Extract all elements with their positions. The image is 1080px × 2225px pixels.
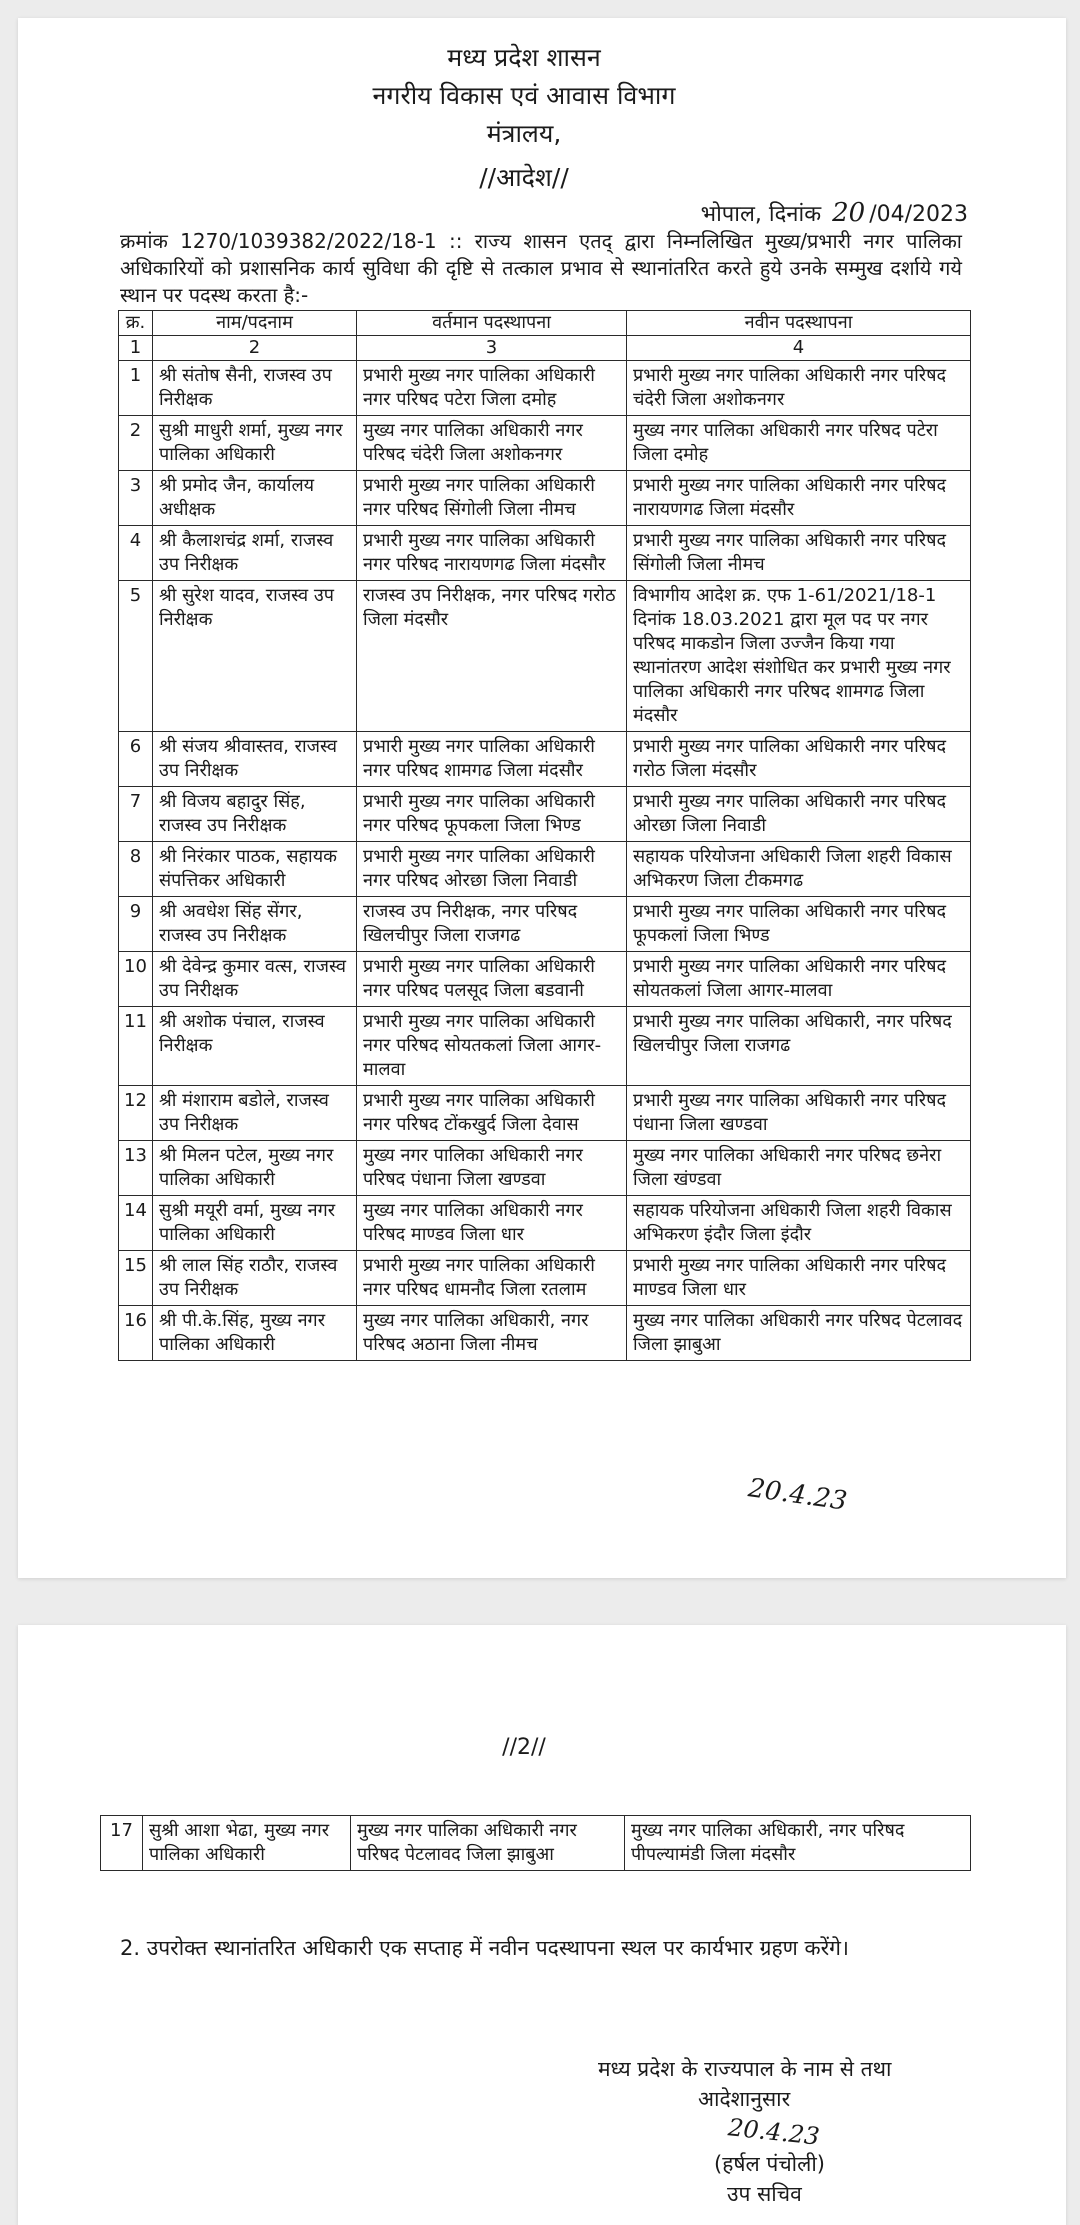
table-row (119, 361, 971, 416)
row-current-posting: प्रभारी मुख्य नगर पालिका अधिकारी नगर परिषद पलसूद जिला बडवानी (357, 952, 627, 1007)
row-current-posting: प्रभारी मुख्य नगर पालिका अधिकारी नगर परिषद टोंकखुर्द जिला देवास (357, 1086, 627, 1141)
col-header-name: नाम/पदनाम (153, 311, 357, 336)
col-number: 4 (627, 336, 971, 361)
date-rest: /04/2023 (869, 202, 968, 227)
table-row (119, 952, 971, 1007)
order-intro: क्रमांक 1270/1039382/2022/18-1 :: राज्य शासन एतद् द्वारा निम्नलिखित मुख्य/प्रभारी नगर पालिका अधिकारियों को प्रशासनिक कार्य सुविधा की दृष्टि से तत्काल प्रभाव से स्थानांतरित करते हुये उनके सम्मुख दर्शाये गये स्थान पर पदस्थ करता है:- (120, 229, 962, 307)
row-officer: श्री अवधेश सिंह सेंगर, राजस्व उप निरीक्षक (153, 897, 357, 952)
row-officer: श्री संतोष सैनी, राजस्व उप निरीक्षक (153, 361, 357, 416)
row-officer: श्री मंशाराम बडोले, राजस्व उप निरीक्षक (153, 1086, 357, 1141)
row-current-posting: मुख्य नगर पालिका अधिकारी नगर परिषद चंदेरी जिला अशोकनगर (357, 416, 627, 471)
closing-order-word: आदेशानुसार (698, 2087, 791, 2111)
date-day: 20 (832, 198, 866, 228)
row-sn: 5 (119, 581, 153, 732)
date-prefix: भोपाल, दिनांक (700, 202, 822, 227)
row-new-posting: प्रभारी मुख्य नगर पालिका अधिकारी नगर परिषद चंदेरी जिला अशोकनगर (627, 361, 971, 416)
row-sn: 12 (119, 1086, 153, 1141)
row-sn: 2 (119, 416, 153, 471)
row-officer: श्री लाल सिंह राठौर, राजस्व उप निरीक्षक (153, 1251, 357, 1306)
row-new-posting: प्रभारी मुख्य नगर पालिका अधिकारी नगर परिषद सिंगोली जिला नीमच (627, 526, 971, 581)
table-header-row (119, 311, 971, 336)
row-sn: 17 (101, 1816, 143, 1871)
row-officer: श्री विजय बहादुर सिंह, राजस्व उप निरीक्षक (153, 787, 357, 842)
table-row (119, 1086, 971, 1141)
department-name: नगरीय विकास एवं आवास विभाग (372, 81, 676, 110)
table-row (119, 581, 971, 732)
row-new-posting: प्रभारी मुख्य नगर पालिका अधिकारी, नगर परिषद खिलचीपुर जिला राजगढ (627, 1007, 971, 1086)
transfer-table-continued (100, 1815, 971, 1871)
row-current-posting: प्रभारी मुख्य नगर पालिका अधिकारी नगर परिषद नारायणगढ जिला मंदसौर (357, 526, 627, 581)
table-row (119, 732, 971, 787)
col-number: 2 (153, 336, 357, 361)
row-new-posting: प्रभारी मुख्य नगर पालिका अधिकारी नगर परिषद पंधाना जिला खण्डवा (627, 1086, 971, 1141)
col-number: 3 (357, 336, 627, 361)
row-current-posting: प्रभारी मुख्य नगर पालिका अधिकारी नगर परिषद धामनौद जिला रतलाम (357, 1251, 627, 1306)
row-new-posting: मुख्य नगर पालिका अधिकारी नगर परिषद छनेरा जिला खंण्डवा (627, 1141, 971, 1196)
closing-line: मध्य प्रदेश के राज्यपाल के नाम से तथा (598, 2057, 892, 2081)
table-row (101, 1816, 971, 1871)
row-officer: सुश्री मयूरी वर्मा, मुख्य नगर पालिका अधिकारी (153, 1196, 357, 1251)
row-officer: श्री सुरेश यादव, राजस्व उप निरीक्षक (153, 581, 357, 732)
table-row (119, 1007, 971, 1086)
order-title: //आदेश// (479, 163, 569, 192)
row-officer: श्री कैलाशचंद्र शर्मा, राजस्व उप निरीक्षक (153, 526, 357, 581)
row-sn: 14 (119, 1196, 153, 1251)
row-sn: 9 (119, 897, 153, 952)
row-new-posting: प्रभारी मुख्य नगर पालिका अधिकारी नगर परिषद नारायणगढ जिला मंदसौर (627, 471, 971, 526)
row-new-posting: सहायक परियोजना अधिकारी जिला शहरी विकास अभिकरण जिला टीकमगढ (627, 842, 971, 897)
dateline (701, 198, 968, 228)
table-row (119, 471, 971, 526)
table-row (119, 842, 971, 897)
row-sn: 8 (119, 842, 153, 897)
row-sn: 13 (119, 1141, 153, 1196)
row-current-posting: प्रभारी मुख्य नगर पालिका अधिकारी नगर परिषद शामगढ जिला मंदसौर (357, 732, 627, 787)
row-sn: 7 (119, 787, 153, 842)
row-new-posting: विभागीय आदेश क्र. एफ 1-61/2021/18-1 दिनांक 18.03.2021 द्वारा मूल पद पर नगर परिषद माकडोन जिला उज्जैन किया गया स्थानांतरण आदेश संशोधित कर प्रभारी मुख्य नगर पालिका अधिकारी नगर परिषद शामगढ जिला मंदसौर (627, 581, 971, 732)
table-row (119, 1141, 971, 1196)
row-officer: श्री अशोक पंचाल, राजस्व निरीक्षक (153, 1007, 357, 1086)
row-new-posting: प्रभारी मुख्य नगर पालिका अधिकारी नगर परिषद सोयतकलां जिला आगर-मालवा (627, 952, 971, 1007)
row-current-posting: प्रभारी मुख्य नगर पालिका अधिकारी नगर परिषद ओरछा जिला निवाडी (357, 842, 627, 897)
row-sn: 3 (119, 471, 153, 526)
row-sn: 16 (119, 1306, 153, 1361)
row-officer: श्री निरंकार पाठक, सहायक संपत्तिकर अधिकारी (153, 842, 357, 897)
row-sn: 15 (119, 1251, 153, 1306)
row-new-posting: प्रभारी मुख्य नगर पालिका अधिकारी नगर परिषद फूपकलां जिला भिण्ड (627, 897, 971, 952)
table-row (119, 1196, 971, 1251)
row-new-posting: मुख्य नगर पालिका अधिकारी, नगर परिषद पीपल्यामंडी जिला मंदसौर (625, 1816, 971, 1871)
row-officer: श्री संजय श्रीवास्तव, राजस्व उप निरीक्षक (153, 732, 357, 787)
row-current-posting: प्रभारी मुख्य नगर पालिका अधिकारी नगर परिषद सिंगोली जिला नीमच (357, 471, 627, 526)
row-officer: सुश्री माधुरी शर्मा, मुख्य नगर पालिका अधिकारी (153, 416, 357, 471)
document-page-2 (18, 1625, 1066, 2225)
joining-instruction: 2. उपरोक्त स्थानांतरित अधिकारी एक सप्ताह में नवीन पदस्थापना स्थल पर कार्यभार ग्रहण करेंगे। (120, 1936, 849, 1960)
ministry-label: मंत्रालय, (486, 119, 562, 148)
row-new-posting: प्रभारी मुख्य नगर पालिका अधिकारी नगर परिषद माण्डव जिला धार (627, 1251, 971, 1306)
row-officer: श्री देवेन्द्र कुमार वत्स, राजस्व उप निरीक्षक (153, 952, 357, 1007)
signatory-title: उप सचिव (727, 2182, 802, 2206)
col-header-sn: क्र. (119, 311, 153, 336)
row-current-posting: मुख्य नगर पालिका अधिकारी नगर परिषद माण्डव जिला धार (357, 1196, 627, 1251)
row-sn: 10 (119, 952, 153, 1007)
row-current-posting: प्रभारी मुख्य नगर पालिका अधिकारी नगर परिषद फूपकला जिला भिण्ड (357, 787, 627, 842)
table-row (119, 1306, 971, 1361)
row-new-posting: मुख्य नगर पालिका अधिकारी नगर परिषद पेटलावद जिला झाबुआ (627, 1306, 971, 1361)
table-row (119, 787, 971, 842)
col-header-new: नवीन पदस्थापना (627, 311, 971, 336)
row-sn: 6 (119, 732, 153, 787)
row-officer: श्री प्रमोद जैन, कार्यालय अधीक्षक (153, 471, 357, 526)
col-number: 1 (119, 336, 153, 361)
row-current-posting: मुख्य नगर पालिका अधिकारी नगर परिषद पंधाना जिला खण्डवा (357, 1141, 627, 1196)
row-current-posting: मुख्य नगर पालिका अधिकारी नगर परिषद पेटलावद जिला झाबुआ (351, 1816, 625, 1871)
row-sn: 4 (119, 526, 153, 581)
row-current-posting: प्रभारी मुख्य नगर पालिका अधिकारी नगर परिषद पटेरा जिला दमोह (357, 361, 627, 416)
signatory-name: (हर्षल पंचोली) (714, 2152, 825, 2176)
transfer-table-body (119, 311, 971, 1361)
row-officer: सुश्री आशा भेढा, मुख्य नगर पालिका अधिकारी (143, 1816, 351, 1871)
row-sn: 1 (119, 361, 153, 416)
row-new-posting: सहायक परियोजना अधिकारी जिला शहरी विकास अभिकरण इंदौर जिला इंदौर (627, 1196, 971, 1251)
signature: 20.4.23 (726, 2113, 821, 2151)
row-new-posting: मुख्य नगर पालिका अधिकारी नगर परिषद पटेरा जिला दमोह (627, 416, 971, 471)
table-colnum-row (119, 336, 971, 361)
page-number: //2// (502, 1735, 546, 1760)
table-row (119, 526, 971, 581)
row-current-posting: मुख्य नगर पालिका अधिकारी, नगर परिषद अठाना जिला नीमच (357, 1306, 627, 1361)
table-row (119, 1251, 971, 1306)
table-row (119, 416, 971, 471)
row-current-posting: राजस्व उप निरीक्षक, नगर परिषद खिलचीपुर जिला राजगढ (357, 897, 627, 952)
govt-name: मध्य प्रदेश शासन (447, 43, 601, 72)
row-new-posting: प्रभारी मुख्य नगर पालिका अधिकारी नगर परिषद गरोठ जिला मंदसौर (627, 732, 971, 787)
row-current-posting: प्रभारी मुख्य नगर पालिका अधिकारी नगर परिषद सोयतकलां जिला आगर-मालवा (357, 1007, 627, 1086)
row-current-posting: राजस्व उप निरीक्षक, नगर परिषद गरोठ जिला मंदसौर (357, 581, 627, 732)
table-row (119, 897, 971, 952)
initials-signature: 20.4.23 (746, 1473, 849, 1517)
row-new-posting: प्रभारी मुख्य नगर पालिका अधिकारी नगर परिषद ओरछा जिला निवाडी (627, 787, 971, 842)
row-officer: श्री पी.के.सिंह, मुख्य नगर पालिका अधिकारी (153, 1306, 357, 1361)
row-sn: 11 (119, 1007, 153, 1086)
transfer-table (118, 310, 971, 1361)
row-officer: श्री मिलन पटेल, मुख्य नगर पालिका अधिकारी (153, 1141, 357, 1196)
col-header-current: वर्तमान पदस्थापना (357, 311, 627, 336)
